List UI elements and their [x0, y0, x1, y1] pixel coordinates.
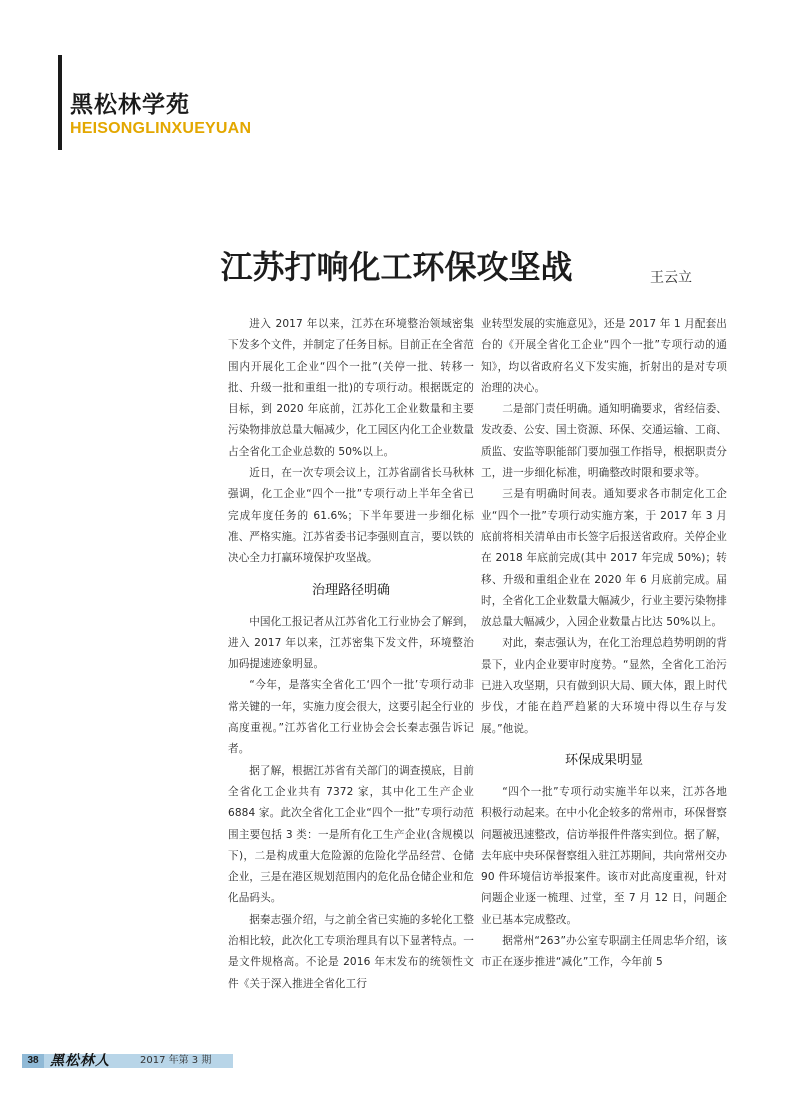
section-heading: 治理路径明确: [311, 582, 390, 598]
paragraph: 三是有明确时间表。通知要求各市制定化工企业“四个一批”专项行动实施方案，于 2017 年 3 月底前将相关清单由市长签字后报送省政府。关停企业在 2018 年底前完成(其中 2017 年完成 50%)；转移、升级和重组企业在 2020 年 6 月底前完成。届时，全省化工企业数量大幅减少，行业主要污染物排放总量大幅减少，入园企业数量占比达 50%以上。: [481, 488, 727, 629]
paragraph: 近日，在一次专项会议上，江苏省副省长马秋林强调，化工企业“四个一批”专项行动上半年全省已完成年度任务的 61.6%；下半年要进一步细化标准、严格实施。江苏省委书记李强则直言，要以铁的决心全力打赢环境保护攻坚战。: [228, 467, 474, 565]
column-name: 黑松林学苑: [70, 92, 190, 118]
paragraph-continued: 业转型发展的实施意见》，还是 2017 年 1 月配套出台的《开展全省化工企业“四个一批”专项行动的通知》，均以省政府名义下发实施，折射出的是对专项治理的决心。: [481, 318, 727, 394]
paragraph: 进入 2017 年以来，江苏在环境整治领域密集下发多个文件，并制定了任务目标。目前正在全省范围内开展化工企业“四个一批”(关停一批、转移一批、升级一批和重组一批)的专项行动。根据既定的目标，到 2020 年底前，江苏化工企业数量和主要污染物排放总量大幅减少，化工园区内化工企业数量占全省化工企业总数的 50%以上。: [228, 318, 474, 458]
paragraph: 对此，秦志强认为，在化工治理总趋势明朗的背景下，业内企业要审时度势。“显然，全省化工治污已进入攻坚期，只有做到识大局、顾大体，跟上时代步伐，才能在趋严趋紧的大环境中得以生存与发展。”他说。: [481, 637, 727, 735]
article-title: 江苏打响化工环保攻坚战: [220, 248, 573, 287]
paragraph: 中国化工报记者从江苏省化工行业协会了解到，进入 2017 年以来，江苏密集下发文件，环境整治加码提速迹象明显。: [228, 615, 474, 671]
header-accent-bar: [58, 55, 62, 150]
article-author: 王云立: [650, 270, 692, 286]
magazine-logo: 黑松林人: [50, 1053, 110, 1069]
paragraph: “今年，是落实全省化工‘四个一批’专项行动非常关键的一年，实施力度会很大，这要引起全行业的高度重视。”江苏省化工行业协会会长秦志强告诉记者。: [228, 679, 474, 756]
paragraph: 二是部门责任明确。通知明确要求，省经信委、发改委、公安、国土资源、环保、交通运输、工商、质监、安监等职能部门要加强工作指导，根据职责分工，进一步细化标准，明确整改时限和要求等。: [481, 403, 727, 480]
section-heading: 环保成果明显: [564, 752, 643, 768]
column-pinyin: HEISONGLINXUEYUAN: [70, 120, 252, 137]
paragraph: 据秦志强介绍，与之前全省已实施的多轮化工整治相比较，此次化工专项治理具有以下显著特点。一是文件规格高。不论是 2016 年末发布的统领性文件《关于深入推进全省化工行: [228, 913, 474, 990]
issue-label: 2017 年第 3 期: [140, 1055, 212, 1066]
left-column: [228, 314, 474, 1034]
page-number: 38: [22, 1054, 44, 1068]
paragraph: 据了解，根据江苏省有关部门的调查摸底，目前全省化工企业共有 7372 家，其中化工生产企业 6884 家。此次全省化工企业“四个一批”专项行动范围主要包括 3 类：一是所有化工生产企业(含规模以下)，二是构成重大危险源的危险化学品经营、仓储企业，三是在港区规划范围内的危化品仓储企业和危化品码头。: [228, 764, 474, 905]
paragraph: 据常州“263”办公室专职副主任周忠华介绍，该市正在逐步推进“减化”工作，今年前 5: [481, 935, 727, 969]
paragraph: “四个一批”专项行动实施半年以来，江苏各地积极行动起来。在中小化企较多的常州市，环保督察问题被迅速整改，信访举报件件落实到位。据了解，去年底中央环保督察组入驻江苏期间，共向常州交办 90 件环境信访举报案件。该市对此高度重视，针对问题企业逐一梳理、过堂，至 7 月 12 日，问题企业已基本完成整改。: [481, 785, 727, 926]
right-column: [481, 314, 727, 1034]
